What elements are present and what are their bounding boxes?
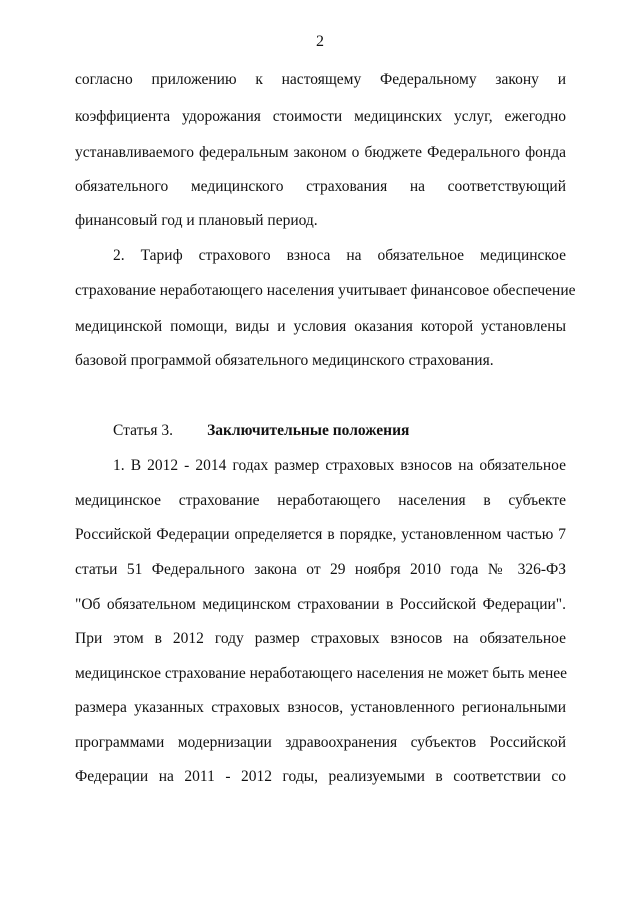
paragraph-1-line: согласно приложению к настоящему Федеральному закону и	[75, 71, 566, 88]
paragraph-3-line: медицинское страхование неработающего населения в субъекте	[75, 492, 566, 509]
paragraph-3-line: Федерации на 2011 - 2012 годы, реализуемыми в соответствии со	[75, 768, 566, 785]
paragraph-1-line: финансовый год и плановый период.	[75, 212, 318, 229]
paragraph-2-line: 2. Тариф страхового взноса на обязательное медицинское	[113, 247, 566, 264]
paragraph-3-line: медицинское страхование неработающего населения не может быть менее	[75, 665, 568, 682]
paragraph-3-line: 1. В 2012 - 2014 годах размер страховых взносов на обязательное	[113, 457, 566, 474]
paragraph-1-line: обязательного медицинского страхования на соответствующий	[75, 178, 566, 195]
paragraph-3-line: статьи 51 Федерального закона от 29 ноября 2010 года № 326-ФЗ	[75, 561, 566, 578]
page-number: 2	[316, 33, 324, 50]
article-label: Статья 3.	[113, 422, 174, 439]
paragraph-3-line: "Об обязательном медицинском страховании в Российской Федерации".	[75, 596, 566, 613]
paragraph-3-line: Российской Федерации определяется в порядке, установленном частью 7	[75, 526, 566, 543]
paragraph-3-line: размера указанных страховых взносов, установленного региональными	[75, 699, 566, 716]
article-title: Заключительные положения	[207, 422, 410, 439]
paragraph-2-line: медицинской помощи, виды и условия оказания которой установлены	[75, 318, 566, 335]
paragraph-2-line: страхование неработающего населения учитывает финансовое обеспечение	[75, 282, 576, 299]
paragraph-2-line: базовой программой обязательного медицинского страхования.	[75, 352, 494, 369]
paragraph-3-line: программами модернизации здравоохранения субъектов Российской	[75, 734, 566, 751]
paragraph-3-line: При этом в 2012 году размер страховых взносов на обязательное	[75, 630, 566, 647]
paragraph-1-line: устанавливаемого федеральным законом о бюджете Федерального фонда	[75, 144, 566, 161]
paragraph-1-line: коэффициента удорожания стоимости медицинских услуг, ежегодно	[75, 108, 566, 125]
article-heading	[113, 421, 409, 441]
